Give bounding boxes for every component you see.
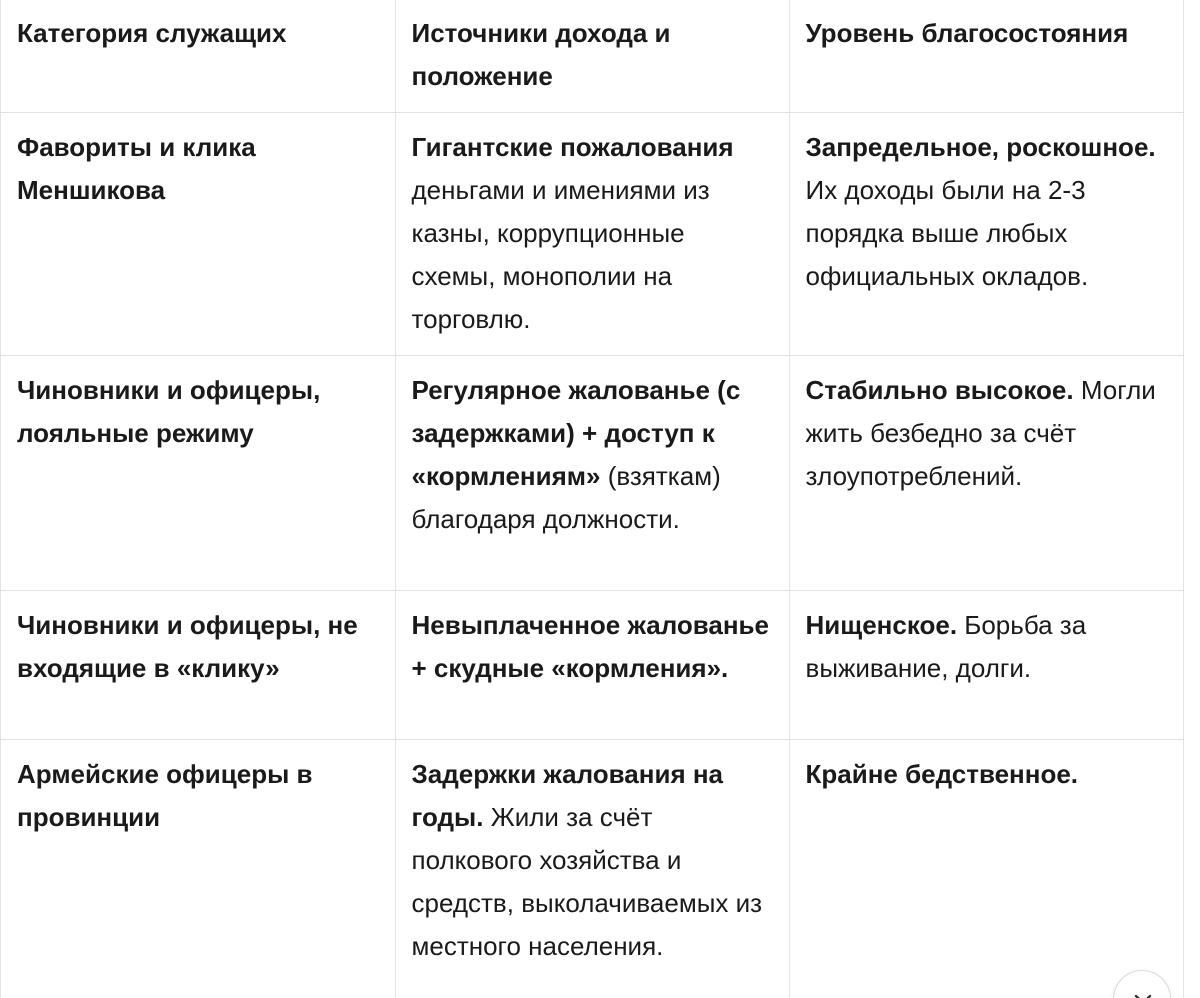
cell-income-text: Жили за счёт полкового хозяйства и средств, выколачиваемых из местного населения. xyxy=(411,802,763,961)
cell-welfare-emphasis: Крайне бедственное. xyxy=(805,759,1079,789)
cell-welfare-emphasis: Нищенское. xyxy=(805,610,958,640)
cell-category: Чиновники и офицеры, не входящие в «клику» xyxy=(1,591,395,740)
header-category: Категория служащих xyxy=(1,0,395,113)
cell-income-emphasis: Регулярное жалованье (с задержками) + доступ к «кормлениям» xyxy=(411,375,741,491)
cell-welfare-emphasis: Стабильно высокое. xyxy=(805,375,1074,405)
cell-income-text: деньгами и имениями из казны, коррупционные схемы, монополии на торговлю. xyxy=(411,175,710,334)
cell-welfare-text: Борьба за выживание, долги. xyxy=(805,610,1087,683)
header-welfare: Уровень благосостояния xyxy=(789,0,1184,113)
income-welfare-table xyxy=(1,0,1184,998)
cell-welfare xyxy=(789,740,1184,998)
cell-category: Чиновники и офицеры, лояльные режиму xyxy=(1,356,395,591)
cell-welfare xyxy=(789,113,1184,356)
header-income: Источники дохода и положение xyxy=(395,0,789,113)
cell-income-text: (взяткам) благодаря должности. xyxy=(411,461,721,534)
cell-category: Фавориты и клика Меншикова xyxy=(1,113,395,356)
table-header-row xyxy=(1,0,1184,113)
cell-welfare xyxy=(789,356,1184,591)
cell-income-emphasis: Невыплаченное жалованье + скудные «кормления». xyxy=(411,610,769,683)
cell-welfare-emphasis: Запредельное, роскошное. xyxy=(805,132,1156,162)
cell-category: Армейские офицеры в провинции xyxy=(1,740,395,998)
cell-income-emphasis: Задержки жалования на годы. xyxy=(411,759,724,832)
cell-income xyxy=(395,113,789,356)
cell-income xyxy=(395,356,789,591)
cell-welfare-text: Их доходы были на 2-3 порядка выше любых официальных окладов. xyxy=(805,175,1089,291)
chevron-down-icon xyxy=(1131,987,1155,998)
table-row xyxy=(1,740,1184,998)
cell-income xyxy=(395,591,789,740)
table-row xyxy=(1,356,1184,591)
cell-welfare-text: Могли жить безбедно за счёт злоупотреблений. xyxy=(805,375,1156,491)
table-row xyxy=(1,113,1184,356)
cell-welfare xyxy=(789,591,1184,740)
cell-income xyxy=(395,740,789,998)
cell-income-emphasis: Гигантские пожалования xyxy=(411,132,734,162)
table-row xyxy=(1,591,1184,740)
